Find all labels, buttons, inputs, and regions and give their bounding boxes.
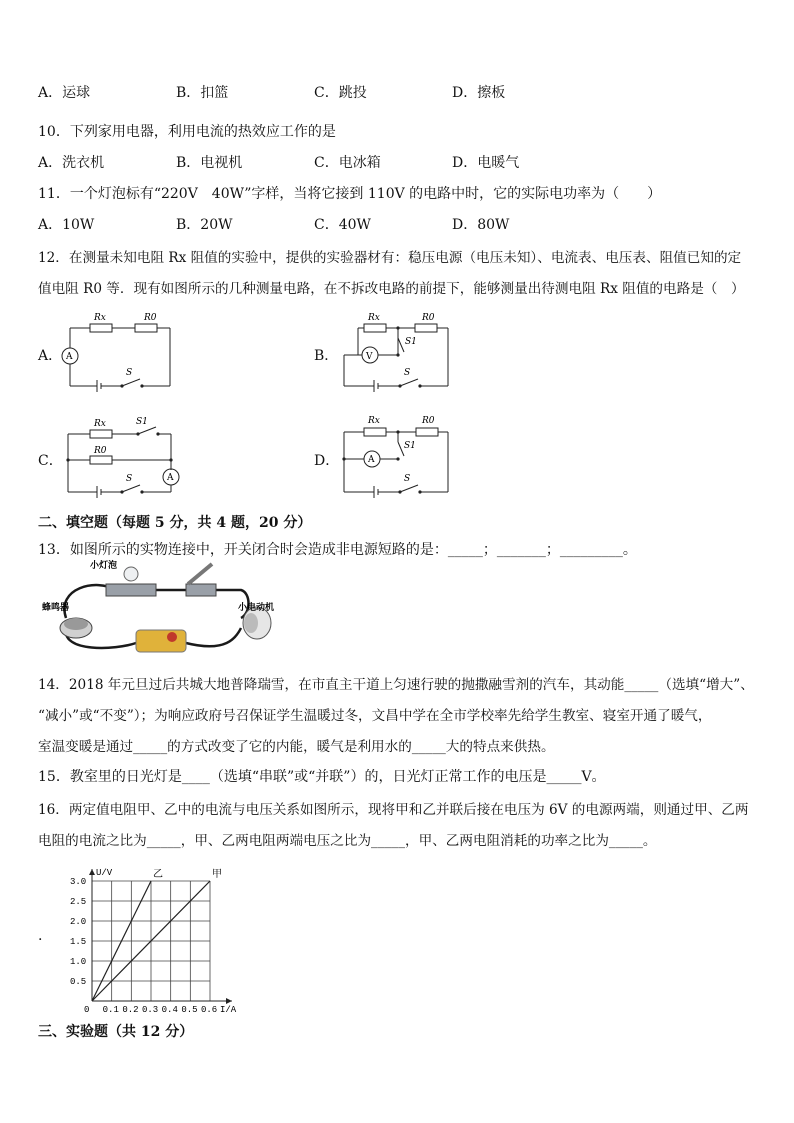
- y-tick-label: 2.0: [70, 917, 87, 927]
- q11-option-d: D．80W: [452, 217, 510, 233]
- y-tick-label: 2.5: [70, 897, 87, 907]
- x-tick-label: 0.2: [122, 1005, 139, 1015]
- section-3-heading: 三、实验题（共 12 分）: [38, 1024, 194, 1040]
- label-s1: S1: [136, 417, 148, 427]
- bulb-label: 小灯泡: [90, 561, 118, 571]
- q14-line1: 14．2018 年元旦过后共城大地普降瑞雪，在市直主干道上匀速行驶的抛撒融雪剂的汽车，其动能_____（选填“增大”、: [38, 677, 754, 693]
- ammeter-symbol: A: [368, 455, 375, 465]
- label-r0: R0: [144, 313, 157, 323]
- series-label-yi: 乙: [153, 869, 163, 880]
- y-tick-label: 1.5: [70, 937, 87, 947]
- voltmeter-symbol: V: [366, 352, 373, 362]
- label-r0: R0: [94, 446, 107, 456]
- circuit-b: [338, 308, 458, 398]
- y-axis-label: U/V: [96, 868, 113, 878]
- q11-option-a: A．10W: [38, 217, 95, 233]
- q10-option-b: B．电视机: [176, 155, 243, 171]
- q12-stem-line2: 值电阻 R0 等．现有如图所示的几种测量电路，在不拆改电路的前提下，能够测量出待测电阻 Rx 阻值的电路是（ ）: [38, 281, 745, 297]
- q11-stem: 11．一个灯泡标有“220V 40W”字样，当将它接到 110V 的电路中时，它的实际电功率为（ ）: [38, 186, 662, 202]
- q12-option-b-label: B．: [314, 348, 339, 364]
- q16-dot: .: [38, 928, 43, 944]
- label-rx: Rx: [94, 313, 106, 323]
- y-tick-label: 0.5: [70, 977, 87, 987]
- x-tick-label: 0.4: [161, 1005, 178, 1015]
- q16-line2: 电阻的电流之比为_____，甲、乙两电阻两端电压之比为_____，甲、乙两电阻消耗的功率之比为_____。: [38, 833, 657, 849]
- label-r0: R0: [422, 416, 435, 426]
- x-axis-arrow: [226, 998, 232, 1004]
- label-s: S: [404, 474, 411, 484]
- q15-stem: 15．教室里的日光灯是____（选填“串联”或“并联”）的，日光灯正常工作的电压是_____V。: [38, 769, 606, 785]
- motor-label: 小电动机: [238, 603, 275, 613]
- q10-option-d: D．电暖气: [452, 155, 520, 171]
- ui-chart: [60, 866, 260, 1016]
- q12-stem-line1: 12．在测量未知电阻 Rx 阻值的实验中，提供的实验器材有：稳压电源（电压未知）、电流表、电压表、阻值已知的定: [38, 250, 742, 266]
- q10-option-c: C．电冰箱: [314, 155, 381, 171]
- q14-line2: “减小”或“不变”）；为响应政府号召保证学生温暖过冬，文昌中学在全市学校率先给学生教室、寝室开通了暖气，: [38, 708, 712, 724]
- label-s1: S1: [404, 441, 416, 451]
- q12-option-c-label: C．: [38, 453, 63, 469]
- ammeter-symbol: A: [66, 352, 73, 362]
- circuit-c: [60, 410, 185, 500]
- label-s: S: [404, 368, 411, 378]
- y-tick-label: 1.0: [70, 957, 87, 967]
- q14-line3: 室温变暖是通过_____的方式改变了它的内能，暖气是利用水的_____大的特点来供热。: [38, 739, 555, 755]
- q13-circuit-photo: [36, 558, 286, 658]
- q11-option-b: B．20W: [176, 217, 233, 233]
- label-rx: Rx: [368, 416, 380, 426]
- q13-stem: 13．如图所示的实物连接中，开关闭合时会造成非电源短路的是：_____；_______；_________。: [38, 542, 637, 558]
- x-axis-label: I/A: [220, 1005, 237, 1015]
- y-tick-label: 3.0: [70, 877, 87, 887]
- series-label-jia: 甲: [212, 869, 222, 880]
- y-axis-arrow: [89, 869, 95, 875]
- q11-option-c: C．40W: [314, 217, 371, 233]
- q9-option-d: D．擦板: [452, 85, 506, 101]
- label-s1: S1: [405, 337, 417, 347]
- x-tick-label: 0.1: [102, 1005, 119, 1015]
- label-rx: Rx: [368, 313, 380, 323]
- circuit-a: [60, 308, 180, 398]
- q12-option-a-label: A．: [38, 348, 63, 364]
- q10-stem: 10．下列家用电器，利用电流的热效应工作的是: [38, 124, 336, 140]
- label-rx: Rx: [94, 419, 106, 429]
- label-s: S: [126, 368, 133, 378]
- x-tick-label: 0.6: [201, 1005, 218, 1015]
- section-2-heading: 二、填空题（每题 5 分，共 4 题，20 分）: [38, 515, 312, 531]
- circuit-d: [338, 410, 458, 500]
- ammeter-symbol: A: [167, 473, 174, 483]
- q9-option-b: B．扣篮: [176, 85, 229, 101]
- buzzer-label: 蜂鸣器: [42, 603, 70, 613]
- label-r0: R0: [422, 313, 435, 323]
- x-tick-label: 0.5: [181, 1005, 198, 1015]
- q9-option-a: A．运球: [38, 85, 91, 101]
- q12-option-d-label: D．: [314, 453, 340, 469]
- x-tick-label: 0.3: [142, 1005, 159, 1015]
- label-s: S: [126, 474, 133, 484]
- q16-line1: 16．两定值电阻甲、乙中的电流与电压关系如图所示，现将甲和乙并联后接在电压为 6V 的电源两端，则通过甲、乙两: [38, 802, 749, 818]
- origin-label: 0: [84, 1005, 90, 1015]
- q10-option-a: A．洗衣机: [38, 155, 105, 171]
- q9-option-c: C．跳投: [314, 85, 367, 101]
